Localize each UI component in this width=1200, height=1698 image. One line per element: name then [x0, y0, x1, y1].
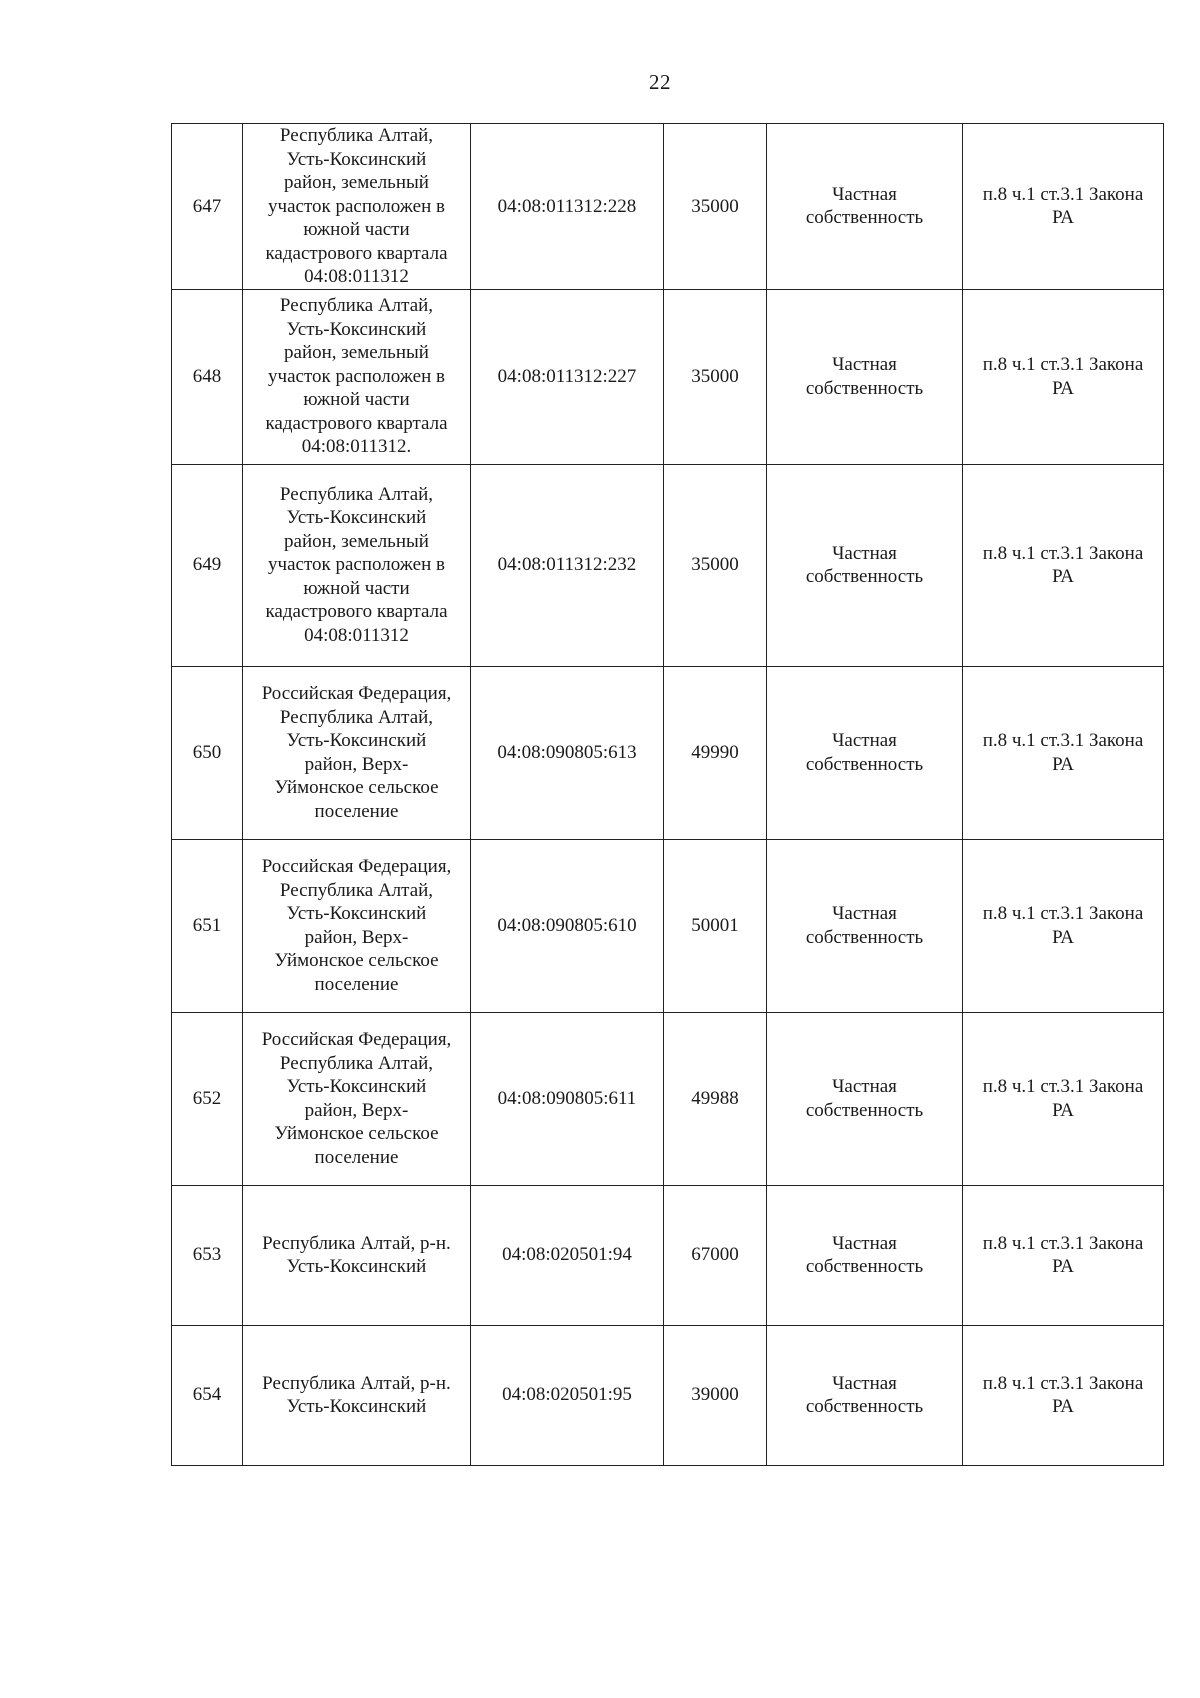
- legal-basis-cell: [963, 839, 1164, 1012]
- ownership-cell: [767, 1325, 963, 1465]
- area-cell-text: 67000: [691, 1244, 739, 1266]
- cadastral-number-cell: [471, 1185, 664, 1325]
- address-cell-text: Республика Алтай, Усть-Коксинский район, земельный участок расположен в южной части кадастрового квартала 04:08:011312: [265, 483, 448, 646]
- row-number-cell-text: 647: [192, 195, 222, 217]
- row-number-cell-text: 652: [192, 1087, 222, 1109]
- address-cell-text: Российская Федерация, Республика Алтай, Усть-Коксинский район, Верх- Уймонское сельское поселение: [261, 683, 452, 822]
- cadastral-number-cell-text: 04:08:090805:610: [497, 914, 637, 936]
- area-cell: [664, 1185, 767, 1325]
- ownership-cell: [767, 289, 963, 464]
- address-cell: [243, 464, 471, 666]
- address-cell: [243, 124, 471, 290]
- area-cell-text: 49988: [691, 1087, 739, 1109]
- area-cell-text: 49990: [691, 741, 739, 763]
- address-cell-text: Республика Алтай, р-н. Усть-Коксинский: [262, 1232, 451, 1277]
- cadastral-number-cell: [471, 289, 664, 464]
- area-cell-text: 39000: [691, 1384, 739, 1406]
- ownership-cell: [767, 666, 963, 839]
- table-row: [172, 464, 1164, 666]
- cadastral-number-cell-text: 04:08:090805:611: [497, 1087, 637, 1109]
- area-cell: [664, 464, 767, 666]
- table-row: [172, 839, 1164, 1012]
- legal-basis-cell: [963, 464, 1164, 666]
- row-number-cell-text: 653: [192, 1244, 222, 1266]
- row-number-cell: [172, 464, 243, 666]
- area-cell: [664, 666, 767, 839]
- address-cell: [243, 289, 471, 464]
- legal-basis-cell: [963, 666, 1164, 839]
- ownership-cell-text: Частная собственность: [805, 183, 924, 229]
- row-number-cell-text: 651: [192, 914, 222, 936]
- row-number-cell-text: 654: [192, 1384, 222, 1406]
- row-number-cell: [172, 289, 243, 464]
- legal-basis-cell-text: п.8 ч.1 ст.3.1 Закона РА: [982, 903, 1144, 948]
- cadastral-number-cell-text: 04:08:090805:613: [497, 741, 637, 763]
- table-row: [172, 1185, 1164, 1325]
- table-row: [172, 289, 1164, 464]
- cadastral-number-cell: [471, 464, 664, 666]
- ownership-cell-text: Частная собственность: [805, 730, 924, 775]
- address-cell-text: Российская Федерация, Республика Алтай, Усть-Коксинский район, Верх- Уймонское сельское поселение: [261, 856, 452, 995]
- legal-basis-cell: [963, 1012, 1164, 1185]
- legal-basis-cell: [963, 124, 1164, 290]
- ownership-cell-text: Частная собственность: [805, 1232, 924, 1277]
- ownership-cell: [767, 124, 963, 290]
- ownership-cell: [767, 464, 963, 666]
- ownership-cell-text: Частная собственность: [805, 1372, 924, 1417]
- area-cell-text: 50001: [691, 914, 739, 936]
- cadastral-number-cell: [471, 1012, 664, 1185]
- cadastral-number-cell-text: 04:08:020501:94: [502, 1244, 632, 1266]
- area-cell-text: 35000: [691, 365, 739, 387]
- table-row: [172, 124, 1164, 290]
- row-number-cell-text: 650: [192, 741, 222, 763]
- area-cell: [664, 839, 767, 1012]
- cadastral-number-cell: [471, 666, 664, 839]
- page-number: 22: [649, 70, 671, 94]
- cadastral-number-cell-text: 04:08:011312:232: [497, 554, 637, 576]
- legal-basis-cell: [963, 1185, 1164, 1325]
- address-cell-text: Республика Алтай, Усть-Коксинский район, земельный участок расположен в южной части кадастрового квартала 04:08:011312.: [265, 295, 448, 458]
- address-cell: [243, 839, 471, 1012]
- legal-basis-cell-text: п.8 ч.1 ст.3.1 Закона РА: [982, 730, 1144, 775]
- cadastral-number-cell-text: 04:08:011312:228: [497, 195, 637, 217]
- address-cell-text: Республика Алтай, р-н. Усть-Коксинский: [262, 1372, 451, 1417]
- cadastral-number-cell: [471, 839, 664, 1012]
- legal-basis-cell-text: п.8 ч.1 ст.3.1 Закона РА: [982, 183, 1144, 229]
- cadastral-number-cell: [471, 1325, 664, 1465]
- table-row: [172, 1325, 1164, 1465]
- row-number-cell: [172, 1185, 243, 1325]
- area-cell: [664, 1325, 767, 1465]
- address-cell: [243, 1012, 471, 1185]
- table-row: [172, 1012, 1164, 1185]
- address-cell: [243, 1185, 471, 1325]
- area-cell: [664, 1012, 767, 1185]
- row-number-cell: [172, 124, 243, 290]
- address-cell-text: Республика Алтай, Усть-Коксинский район, земельный участок расположен в южной части кадастрового квартала 04:08:011312: [265, 125, 448, 287]
- cadastral-number-cell: [471, 124, 664, 290]
- address-cell: [243, 666, 471, 839]
- legal-basis-cell-text: п.8 ч.1 ст.3.1 Закона РА: [982, 542, 1144, 587]
- ownership-cell-text: Частная собственность: [805, 354, 924, 399]
- land-registry-table: [171, 123, 1164, 1466]
- legal-basis-cell-text: п.8 ч.1 ст.3.1 Закона РА: [982, 1232, 1144, 1277]
- address-cell: [243, 1325, 471, 1465]
- legal-basis-cell: [963, 289, 1164, 464]
- area-cell: [664, 289, 767, 464]
- cadastral-number-cell-text: 04:08:020501:95: [502, 1384, 632, 1406]
- ownership-cell-text: Частная собственность: [805, 542, 924, 587]
- area-cell-text: 35000: [691, 554, 739, 576]
- row-number-cell: [172, 666, 243, 839]
- ownership-cell-text: Частная собственность: [805, 1076, 924, 1121]
- ownership-cell-text: Частная собственность: [805, 903, 924, 948]
- area-cell-text: 35000: [691, 195, 739, 217]
- ownership-cell: [767, 839, 963, 1012]
- row-number-cell: [172, 1012, 243, 1185]
- legal-basis-cell-text: п.8 ч.1 ст.3.1 Закона РА: [982, 1372, 1144, 1417]
- area-cell: [664, 124, 767, 290]
- table-row: [172, 666, 1164, 839]
- legal-basis-cell-text: п.8 ч.1 ст.3.1 Закона РА: [982, 354, 1144, 399]
- row-number-cell: [172, 839, 243, 1012]
- legal-basis-cell-text: п.8 ч.1 ст.3.1 Закона РА: [982, 1076, 1144, 1121]
- row-number-cell: [172, 1325, 243, 1465]
- legal-basis-cell: [963, 1325, 1164, 1465]
- cadastral-number-cell-text: 04:08:011312:227: [497, 365, 637, 387]
- ownership-cell: [767, 1012, 963, 1185]
- address-cell-text: Российская Федерация, Республика Алтай, Усть-Коксинский район, Верх- Уймонское сельское поселение: [261, 1029, 452, 1168]
- row-number-cell-text: 649: [192, 554, 222, 576]
- ownership-cell: [767, 1185, 963, 1325]
- row-number-cell-text: 648: [192, 365, 222, 387]
